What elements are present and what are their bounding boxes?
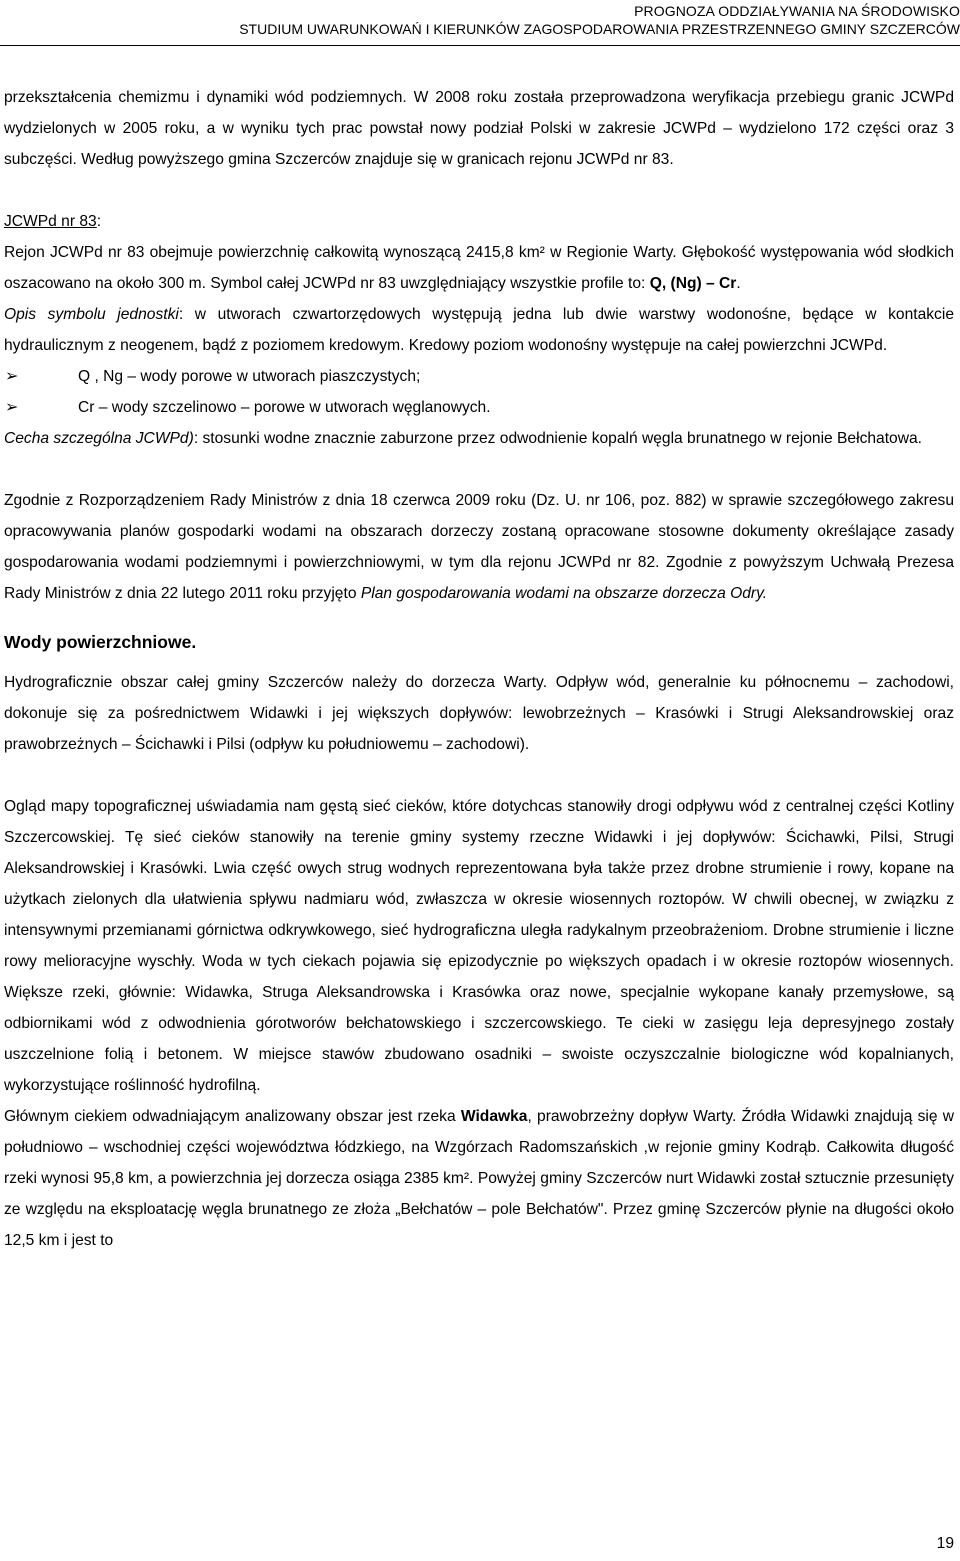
jcwpd-section-title: JCWPd nr 83: [4,213,102,230]
jcwpd-title: JCWPd nr 83 [4,213,97,230]
page-header [0,2,960,38]
river-name: Widawka [460,1108,528,1125]
paragraph-hydrography: Hydrograficznie obszar całej gminy Szczerców należy do dorzecza Warty. Odpływ wód, generalnie ku północnemu – zachodowi, dokonuje się za pośrednictwem Widawki i jej większych dopływów: lewobrzeżnych – Krasówki i Strugi Aleksandrowskiej oraz prawobrzeżnych – Ścichawki i Pilsi (odpływ ku południowemu – zachodowi). [4,674,954,753]
document-body [4,82,954,1256]
symbol-description-label: Opis symbolu jednostki [4,306,179,323]
paragraph-symbol-description: Opis symbolu jednostki: w utworach czwartorzędowych występują jedna lub dwie warstwy wodonośne, będące w kontakcie hydraulicznym z neogenem, bądź z poziomem kredowym. Kredowy poziom wodonośny występuje na całej powierzchni JCWPd. [4,306,954,354]
jcwpd-symbol: Q, (Ng) – Cr [649,275,737,292]
arrowhead-icon: ➢ [5,399,19,416]
header-divider [0,45,960,46]
plan-title: Plan gospodarowania wodami na obszarze dorzecza Odry. [360,585,768,602]
paragraph-jcwpd-intro: przekształcenia chemizmu i dynamiki wód podziemnych. W 2008 roku została przeprowadzona weryfikacja przebiegu granic JCWPd wydzielonych w 2005 roku, a w wyniku tych prac powstał nowy podział Polski w zakresie JCWPd – wydzielono 172 części oraz 3 subczęści. Według powyższego gmina Szczerców znajduje się w granicach rejonu JCWPd nr 83. [4,89,954,168]
paragraph-regulation: Zgodnie z Rozporządzeniem Rady Ministrów z dnia 18 czerwca 2009 roku (Dz. U. nr 106, poz. 882) w sprawie szczegółowego zakresu opracowywania planów gospodarki wodami na obszarach dorzeczy zostaną opracowane stosowne dokumenty określające zasady gospodarowania wodami podziemnymi i powierzchniowymi, w tym dla rejonu JCWPd nr 82. Zgodnie z powyższym Uchwałą Prezesa Rady Ministrów z dnia 22 lutego 2011 roku przyjęto Plan gospodarowania wodami na obszarze dorzecza Odry. [4,492,954,602]
list-item: ➢ Cr – wody szczelinowo – porowe w utworach węglanowych. [4,392,954,423]
special-feature-label: Cecha szczególna JCWPd) [4,430,194,447]
paragraph-special-feature: Cecha szczególna JCWPd): stosunki wodne znacznie zaburzone przez odwodnienie kopalń węgla brunatnego w rejonie Bełchatowa. [4,430,922,447]
header-subtitle: STUDIUM UWARUNKOWAŃ I KIERUNKÓW ZAGOSPODAROWANIA PRZESTRZENNEGO GMINY SZCZERCÓW [239,21,960,37]
section-heading: Wody powierzchniowe. [4,632,197,652]
paragraph-widawka: Głównym ciekiem odwadniającym analizowany obszar jest rzeka Widawka, prawobrzeżny dopływ Warty. Źródła Widawki znajdują się w południowo – wschodniej części województwa łódzkiego, na Wzgórzach Radomszańskich ,w rejonie gminy Kodrąb. Całkowita długość rzeki wynosi 95,8 km, a powierzchnia jej dorzecza osiąga 2385 km². Powyżej gminy Szczerców nurt Widawki został sztucznie przesunięty ze względu na eksploatację węgla brunatnego ze złoża „Bełchatów – pole Bełchatów". Przez gminę Szczerców płynie na długości około 12,5 km i jest to [4,1108,954,1249]
page-number: 19 [936,1535,954,1552]
header-title: PROGNOZA ODDZIAŁYWANIA NA ŚRODOWISKO [634,3,960,19]
paragraph-topographic-map: Ogląd mapy topograficznej uświadamia nam gęstą sieć cieków, które dotychcas stanowiły drogi odpływu wód z centralnej części Kotliny Szczercowskiej. Tę sieć cieków stanowiły na terenie gminy systemy rzeczne Widawki i jej dopływów: Ścichawki, Pilsi, Strugi Aleksandrowskiej i Krasówki. Lwia część owych strug wodnych reprezentowana była także przez drobne strumienie i rowy, kopane na użytkach zielonych dla ułatwienia spływu nadmiaru wód, zwłaszcza w okresie wiosennych roztopów. W chwili obecnej, w związku z intensywnymi przemianami górnictwa odkrywkowego, sieć hydrograficzna uległa radykalnym przeobrażeniom. Drobne strumienie i liczne rowy melioracyjne wyschły. Woda w tych ciekach pojawia się epizodycznie po większych opadach i w okresie roztopów wiosennych. Większe rzeki, głównie: Widawka, Struga Aleksandrowska i Krasówka oraz nowe, specjalnie wykopane kanały przemysłowe, są odbiornikami wód z odwodnienia górotworów bełchatowskiego i szczercowskiego. Te cieki w zasięgu leja depresyjnego zostały uszczelnione folią i betonem. W miejsce stawów zbudowano osadniki – swoiste oczyszczalnie biologiczne wód kopalnianych, wykorzystujące roślinność hydrofilną. [4,798,954,1094]
list-item: ➢ Q , Ng – wody porowe w utworach piaszczystych; [4,361,954,392]
arrowhead-icon: ➢ [5,368,19,385]
paragraph-jcwpd-description: Rejon JCWPd nr 83 obejmuje powierzchnię całkowitą wynoszącą 2415,8 km² w Regionie Warty. Głębokość występowania wód słodkich oszacowano na około 300 m. Symbol całej JCWPd nr 83 uwzględniający wszystkie profile to: Q, (Ng) – Cr. [4,244,954,292]
